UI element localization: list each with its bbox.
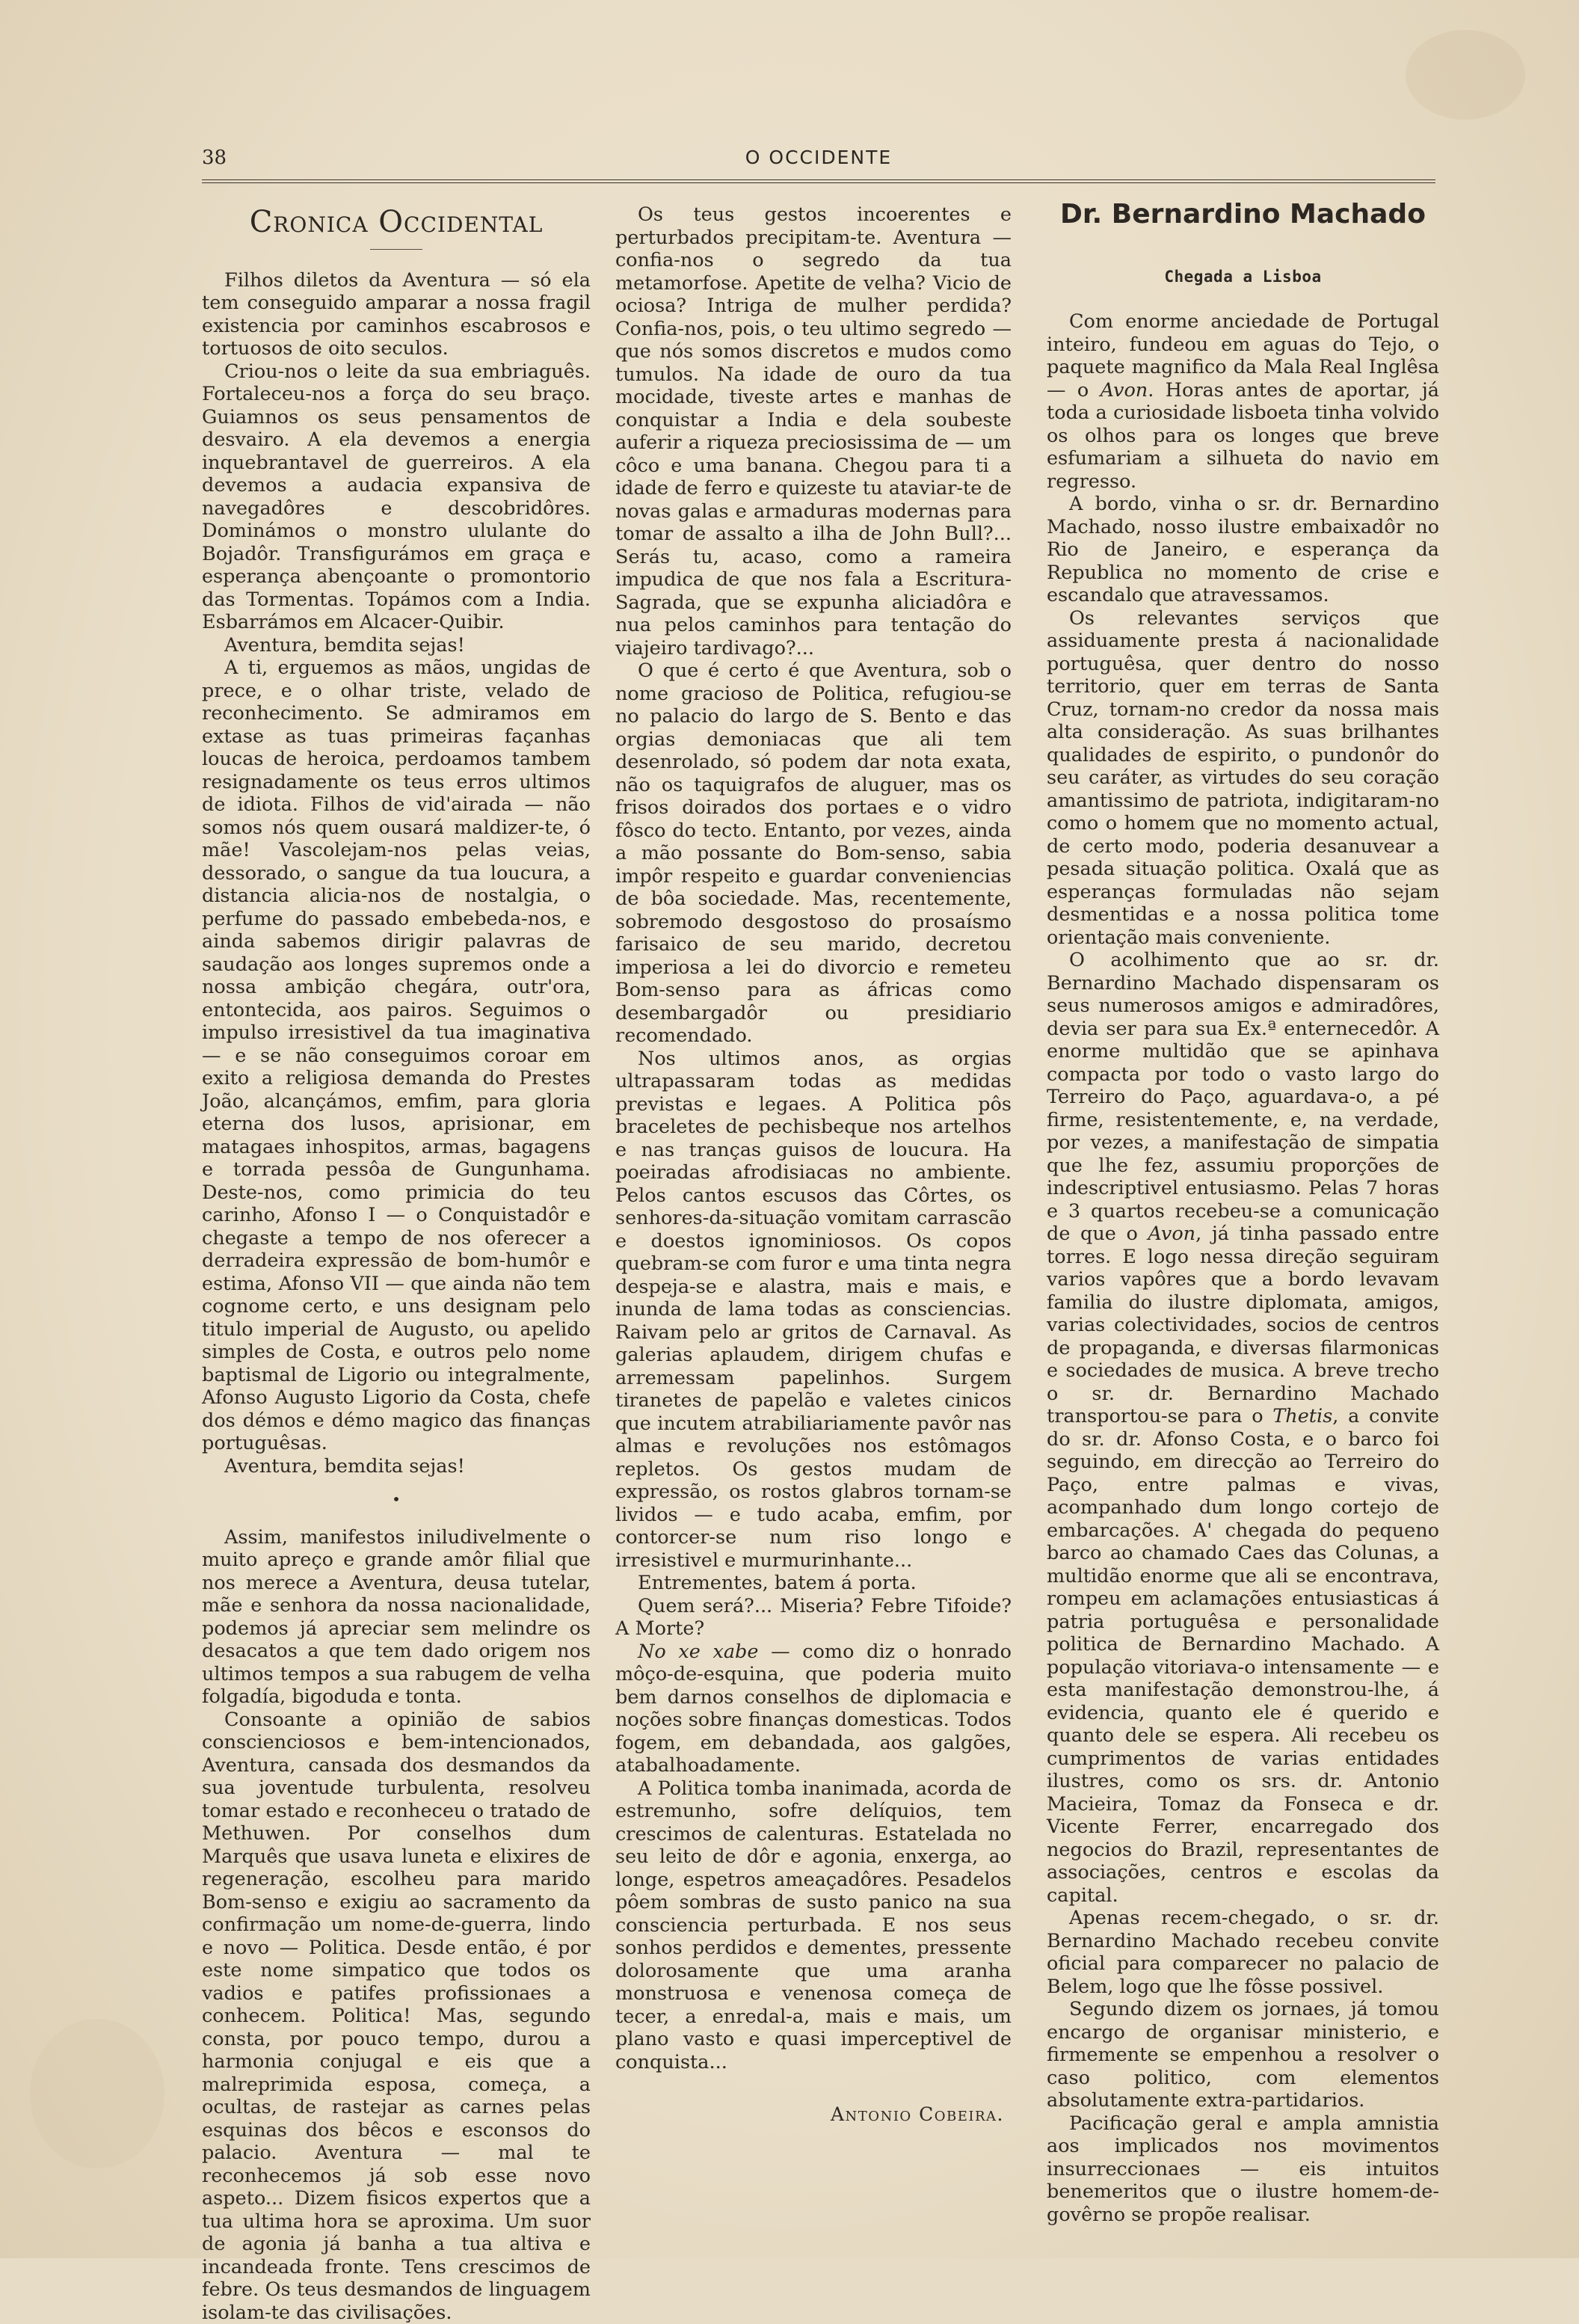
author-signature: Antonio Cobeira.: [615, 2103, 1012, 2127]
page-number: 38: [202, 147, 227, 169]
header-rule: [202, 179, 1435, 183]
paragraph: Nos ultimos anos, as orgias ultrapassaram todas as medidas previstas e legaes. A Politica pôs braceletes de pechisbeque nos artelhos e nas tranças guisos de loucura. Ha poeiradas afrodisiacas no ambiente. Pelos cantos escusos das Côrtes, os senhores-da-situação vomitam carrascão e doestos ignominiosos. Os copos quebram-se com furor e uma tinta negra despeja-se e alastra, mais e mais, e inunda de lama todas as consciencias. Raivam pelo ar gritos de Carnaval. As galerias aplaudem, dirigem chufas e arremessam papelinhos. Surgem tiranetes de papelão e valetes cinicos que incutem atrabiliariamente pavôr nas almas e revoluções nos estômagos repletos. Os gestos mudam de expressão, os rostos glabros tornam-se lividos — e tudo acaba, emfim, por contorcer-se num riso longo e irresistivel e murmurinhante...: [615, 1048, 1012, 1573]
paragraph: A bordo, vinha o sr. dr. Bernardino Machado, nosso ilustre embaixadôr no Rio de Janeiro, e esperança da Republica no momento de crise e escandalo que atravessamos.: [1047, 493, 1439, 607]
paragraph: O que é certo é que Aventura, sob o nome gracioso de Politica, refugiou-se no palacio do largo de S. Bento e das orgias demoniacas que ali tem desenrolado, só podem dar nota exata, não os taquigrafos de aluguer, mas os frisos doirados dos portaes e o vidro fôsco do tecto. Entanto, por vezes, ainda a mão possante do Bom-senso, sabia impôr respeito e guardar conveniencias de bôa sociedade. Mas, recentemente, sobremodo desgostoso do prosaísmo farisaico de seu marido, decretou imperiosa a lei do divorcio e remeteu Bom-senso para as áfricas como desembargadôr ou presidiario recomendado.: [615, 660, 1012, 1048]
ship-name: Avon: [1148, 1223, 1196, 1245]
paragraph: Criou-nos o leite da sua embriaguês. Fortaleceu-nos a força do seu braço. Guiamnos os seus pensamentos de desvairo. A ela devemos a energia inquebrantavel de guerreiros. A ela devemos a audacia expansiva de navegadôres e descobridôres. Dominámos o monstro ululante do Bojadôr. Transfigurámos em graça e esperança abençoante o promontorio das Tormentas. Topámos com a India. Esbarrámos em Alcacer-Quibir.: [202, 360, 591, 634]
paragraph: [1047, 949, 1439, 1907]
paragraph: [1047, 310, 1439, 493]
paragraph: Segundo dizem os jornaes, já tomou encargo de organisar ministerio, e firmemente se empenhou a resolver o caso politico, com elementos absolutamente extra-partidarios.: [1047, 1998, 1439, 2112]
paragraph: Os teus gestos incoerentes e perturbados precipitam-te. Aventura — confia-nos o segredo da tua metamorfose. Apetite de velha? Vicio de ociosa? Intriga de mulher perdida? Confia-nos, pois, o teu ultimo segredo — que nós somos discretos e mudos como tumulos. Na idade de ouro da tua mocidade, tiveste artes e manhas de conquistar a India e dela soubeste auferir a riqueza preciosissima de — um côco e uma banana. Chegou para ti a idade de ferro e quizeste tu ataviar-te de novas galas e armaduras modernas para tomar de assalto a ilha de John Bull?... Serás tu, acaso, como a rameira impudica de que nos fala a Escritura-Sagrada, que se expunha aliciadôra e nua pelos caminhos para tentação do viajeiro tardivago?...: [615, 203, 1012, 660]
italic-phrase: No xe xabe: [638, 1641, 758, 1663]
paragraph: Filhos diletos da Aventura — só ela tem conseguido amparar a nossa fragil existencia por caminhos escabrosos e tortuosos de oito seculos.: [202, 269, 591, 360]
paragraph: A ti, erguemos as mãos, ungidas de prece, e o olhar triste, velado de reconhecimento. Se admiramos em extase as tuas primeiras façanhas loucas de heroica, perdoamos tambem resignadamente os teus erros ultimos de idiota. Filhos de vid'airada — não somos nós quem ousará maldizer-te, ó mãe! Vascolejam-nos pelas veias, dessorado, o sangue da tua loucura, a distancia alicia-nos de nostalgia, o perfume do passado embebeda-nos, e ainda sabemos dirigir palavras de saudação aos longes supremos onde a nossa ambição chegára, outr'ora, entontecida, aos pairos. Seguimos o impulso irresistivel da tua imaginativa — e se não conseguimos coroar em exito a religiosa demanda do Prestes João, alcançámos, emfim, para gloria eterna dos lusos, aprisionar, em matagaes inhospitos, armas, bagagens e torrada pessôa de Gungunhama. Deste-nos, como primicia do teu carinho, Afonso I — o Conquistadôr e chegaste a tempo de nos oferecer a derradeira expressão de bom-humôr e estima, Afonso VII — que ainda não tem cognome certo, e uns designam pelo titulo imperial de Augusto, ou apelido simples de Costa, e outros pelo nome baptismal de Ligorio ou integralmente, Afonso Augusto Ligorio da Costa, chefe dos démos e démo magico das finanças portuguêsas.: [202, 657, 591, 1455]
page-header: [202, 147, 1435, 176]
column-2: [615, 203, 1012, 2127]
paragraph-text: O acolhimento que ao sr. dr. Bernardino Machado dispensaram os seus numerosos amigos e admiradôres, devia ser para sua Ex.ª enternecedôr. A enorme multidão que se apinhava compacta por todo o vasto largo do Terreiro do Paço, aguardava-o, a pé firme, resistentemente, e, na verdade, por vezes, a manifestação de simpatia que lhe fez, assumiu proporções de indescriptivel entusiasmo. Pelas 7 horas e 3 quartos recebeu-se a comunicação de que o: [1047, 949, 1439, 1245]
paragraph: Entrementes, batem á porta.: [615, 1572, 1012, 1595]
paragraph: Os relevantes serviços que assiduamente presta á nacionalidade portuguêsa, quer dentro do nosso territorio, quer em terras de Santa Cruz, tornam-no credor da nossa mais alta consideração. As suas brilhantes qualidades de espirito, o pundonôr do seu caráter, as virtudes do seu coração amantissimo de patriota, indigitaram-no como o homem que no momento actual, de certo modo, poderia desanuvear a pesada situação politica. Oxalá que as esperanças formuladas não sejam desmentidas e a nossa politica tome orientação mais conveniente.: [1047, 607, 1439, 950]
paragraph: Quem será?... Miseria? Febre Tifoide? A Morte?: [615, 1595, 1012, 1641]
paragraph: Consoante a opinião de sabios conscienciosos e bem-intencionados, Aventura, cansada dos desmandos da sua joventude turbulenta, resolveu tomar estado e reconheceu o tratado de Methuwen. Por conselhos dum Marquês que usava luneta e elixires de regeneração, escolheu para marido Bom-senso e exigiu ao sacramento da confirmação um nome-de-guerra, lindo e novo — Politica. Desde então, é por este nome simpatico que todos os vadios e patifes profissionaes a conhecem. Politica! Mas, segundo consta, por pouco tempo, durou a harmonia conjugal e eis que a malreprimida esposa, começa, a ocultas, de rastejar as carnes pelas esquinas dos bêcos e esconsos do palacio. Aventura — mal te reconhecemos já sob esse novo aspeto... Dizem fisicos expertos que a tua ultima hora se aproxima. Um suor de agonia já banha a tua altiva e incandeada fronte. Tens crescimos de febre. Os teus desmandos de linguagem isolam-te das civilisações.: [202, 1709, 591, 2324]
section-separator: •: [202, 1488, 591, 1511]
column-1: [202, 203, 591, 2324]
paragraph: [615, 1641, 1012, 1777]
paper-stain: [1406, 30, 1525, 120]
paper-stain: [30, 2019, 164, 2168]
paragraph: A Politica tomba inanimada, acorda de estremunho, sofre delíquios, tem crescimos de calenturas. Estatelada no seu leito de dôr e agonia, enxerga, ao longe, espetros ameaçadôres. Pesadelos pôem sombras de susto panico na sua consciencia perturbada. E nos seus sonhos perdidos e dementes, pressente dolorosamente que uma aranha monstruosa e venenosa começa de tecer, a enredal-a, mais e mais, um plano vasto e quasi imperceptivel de conquista...: [615, 1777, 1012, 2074]
ship-name: Avon: [1101, 379, 1148, 402]
paragraph-text: . Horas antes de aportar, já toda a curiosidade lisboeta tinha volvido os olhos para os longes que breve esfumariam a silhueta do navio em regresso.: [1047, 379, 1439, 493]
paragraph-text: Com enorme anciedade de Portugal inteiro, fundeou em aguas do Tejo, o paquete magnifico da Mala Real Inglêsa — o: [1047, 310, 1439, 402]
running-head: O OCCIDENTE: [202, 147, 1435, 168]
paragraph: Aventura, bemdita sejas!: [202, 634, 591, 657]
article-title: Dr. Bernardino Machado: [1047, 203, 1439, 227]
title-divider: [370, 249, 422, 250]
cronica-title: Cronica Occidental: [202, 211, 591, 234]
paragraph: Aventura, bemdita sejas!: [202, 1455, 591, 1478]
article-subtitle: Chegada a Lisboa: [1047, 265, 1439, 289]
paragraph-text: , a convite do sr. dr. Afonso Costa, e o barco foi seguindo, em direcção ao Terreiro do Paço, entre palmas e vivas, acompanhado dum longo cortejo de embarcações. A' chegada do pequeno barco ao chamado Caes das Colunas, a multidão enorme que ali se encontrava, rompeu em aclamações entusiasticas á patria portuguêsa e personalidade politica de Bernardino Machado. A população vitoriava-o intensamente — e esta manifestação demonstrou-lhe, á evidencia, quanto ele é querido e quanto dele se espera. Ali recebeu os cumprimentos de varias entidades ilustres, como os srs. dr. Antonio Macieira, Tomaz da Fonseca e dr. Vicente Ferrer, encarregado dos negocios do Brazil, representantes de associações, centros e escolas da capital.: [1047, 1405, 1439, 1907]
paragraph-text: , já tinha passado entre torres. E logo nessa direção seguiram varios vapôres que a bordo levavam familia do ilustre diplomata, amigos, varias colectividades, socios de centros de propaganda, e diversas filarmonicas e sociedades de musica. A breve trecho o sr. dr. Bernardino Machado transportou-se para o: [1047, 1223, 1439, 1427]
ship-name: Thetis: [1272, 1405, 1332, 1427]
column-3: [1047, 203, 1439, 2226]
paragraph: Pacificação geral e ampla amnistia aos implicados nos movimentos insurreccionaes — eis intuitos benemeritos que o ilustre homem-de-govêrno se propõe realisar.: [1047, 2112, 1439, 2227]
paragraph-text: — como diz o honrado môço-de-esquina, que poderia muito bem darnos conselhos de diplomacia e noções sobre finanças domesticas. Todos fogem, em debandada, aos galgões, atabalhoadamente.: [615, 1641, 1012, 1777]
paragraph: Apenas recem-chegado, o sr. dr. Bernardino Machado recebeu convite oficial para comparecer no palacio de Belem, logo que lhe fôsse possivel.: [1047, 1907, 1439, 1998]
paragraph: Assim, manifestos iniludivelmente o muito apreço e grande amôr filial que nos merece a Aventura, deusa tutelar, mãe e senhora da nossa nacionalidade, podemos já apreciar sem melindre os desacatos a que tem dado origem nos ultimos tempos a sua rabugem de velha folgadía, bigoduda e tonta.: [202, 1526, 591, 1709]
